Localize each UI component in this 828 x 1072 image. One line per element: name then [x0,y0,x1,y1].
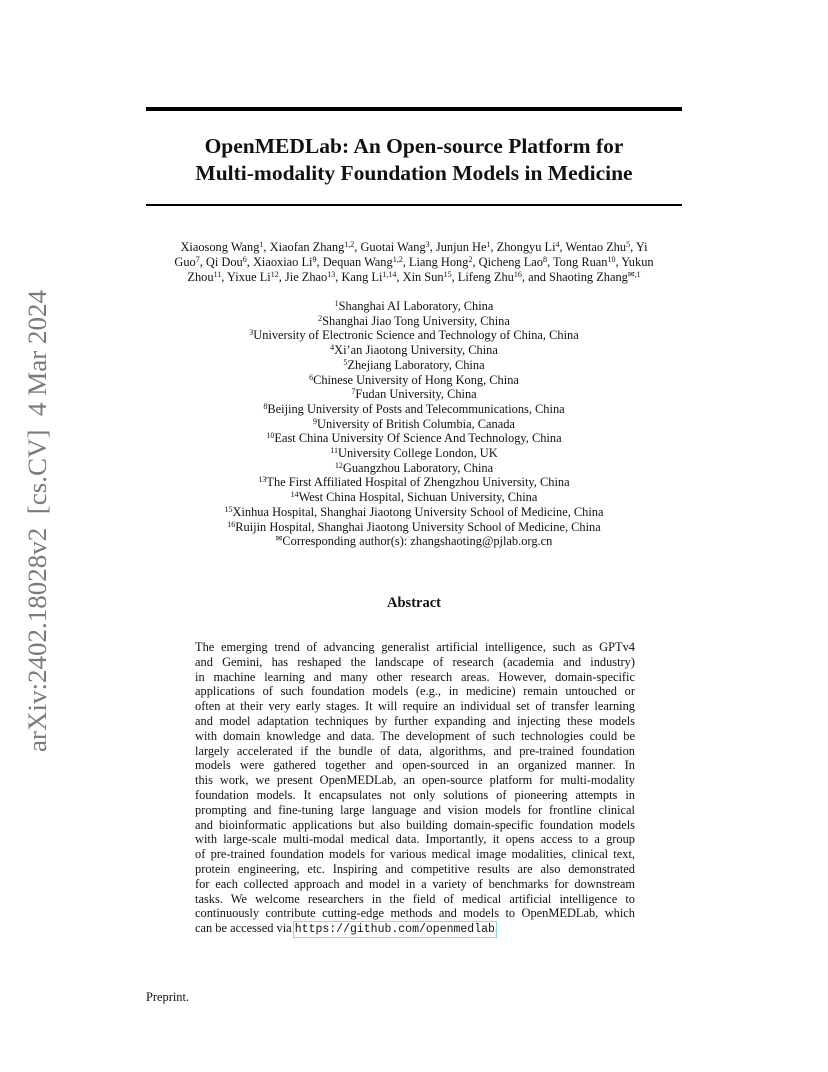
abstract-line: of pre-trained foundation models for various medical image modalities, clinical text, [195,847,635,862]
author-name: Zhou [187,270,214,284]
affiliation-text: University College London, UK [338,446,498,461]
author-name: , Xin Sun [396,270,444,284]
abstract-line: this work, we present OpenMEDLab, an open-source platform for multi-modality [195,773,635,788]
author-line [146,240,682,255]
abstract-line: and bioinformatic applications but also building domain-specific foundation models [195,817,635,832]
title-line-1: OpenMEDLab: An Open-source Platform for [204,134,624,158]
affiliation-marker: 12 [334,460,343,470]
affiliation-item [146,490,682,505]
affiliation-marker: 13 [258,475,267,485]
abstract-line: with domain knowledge and data. The development of such technologies could be [195,728,635,743]
author-affiliation-marker: 13 [327,270,336,279]
affiliation-marker: 7 [351,387,356,397]
affiliation-item [146,299,682,314]
abstract-last-line [195,921,635,938]
author-name: , Lifeng Zhu [451,270,514,284]
abstract-body [195,640,635,938]
author-name: , Yixue Li [221,270,271,284]
affiliation-marker: 2 [318,313,323,323]
affiliation-item [146,343,682,358]
affiliation-marker: 1 [334,299,339,308]
abstract-line: prompting and fine-tuning large language and vision models for frontline clinical [195,802,635,817]
affiliation-marker: 8 [263,401,268,411]
author-affiliation-marker: 2 [468,255,473,264]
affiliation-item [146,505,682,520]
affiliation-text: Chinese University of Hong Kong, China [313,372,519,387]
abstract-line: for each collected approach and model in a variety of benchmarks for downstream [195,876,635,891]
affiliation-item [146,358,682,373]
author-line [146,255,682,270]
author-name: , and Shaoting Zhang [521,270,628,284]
author-affiliation-marker: 5 [626,240,631,249]
affiliation-text: West China Hospital, Sichuan University, China [298,490,538,505]
affiliation-text: Shanghai AI Laboratory, China [338,299,494,313]
affiliation-text: Xi’an Jiaotong University, China [334,343,498,358]
title-line-2: Multi-modality Foundation Models in Medicine [195,161,633,185]
author-affiliation-marker: 7 [195,255,200,264]
affiliation-text: Guangzhou Laboratory, China [342,460,494,475]
author-affiliation-marker: 1 [259,240,264,249]
affiliation-item [146,387,682,402]
author-affiliation-marker: 10 [607,255,616,264]
paper-title [146,133,682,187]
abstract-line: continuously contribute cutting-edge methods and models to OpenMEDLab, which [195,906,635,921]
author-affiliation-marker: 11 [213,270,222,279]
author-line [146,270,682,285]
affiliation-list [146,299,682,549]
affiliation-item [146,534,682,549]
affiliation-text: Ruijin Hospital, Shanghai Jiaotong University School of Medicine, China [235,519,601,534]
author-name: , Yukun [615,255,654,269]
affiliation-item [146,417,682,432]
affiliation-marker: 16 [227,519,236,529]
affiliation-marker: ✉ [275,534,283,544]
author-affiliation-marker: 8 [542,255,547,264]
author-name: , Wentao Zhu [559,240,627,254]
author-affiliation-marker: 12 [270,270,279,279]
abstract-line: with large-scale multi-modal medical data. Importantly, it opens access to a group [195,832,635,847]
abstract-line: and model adaptation techniques by further expanding and injecting these models [195,713,635,728]
title-top-rule [146,107,682,111]
affiliation-item [146,373,682,388]
author-affiliation-marker: 1,14 [382,270,397,279]
author-name: , Xiaofan Zhang [263,240,345,254]
author-name: , Xiaoxiao Li [246,255,313,269]
abstract-line: tasks. We welcome researchers in the field of medical artificial intelligence to [195,891,635,906]
affiliation-text: University of Electronic Science and Technology of China, China [253,328,579,343]
affiliation-item [146,446,682,461]
affiliation-marker: 4 [330,343,335,353]
author-list [146,240,682,285]
author-name: , Kang Li [335,270,383,284]
abstract-line: protein engineering, etc. Inspiring and competitive results are also demonstrated [195,861,635,876]
author-name: , Zhongyu Li [490,240,556,254]
affiliation-item [146,461,682,476]
affiliation-item [146,475,682,490]
author-affiliation-marker: 3 [425,240,430,249]
github-link[interactable]: https://github.com/openmedlab [294,923,495,937]
affiliation-marker: 10 [266,431,275,441]
affiliation-item [146,520,682,535]
affiliation-marker: 14 [290,490,299,500]
affiliation-text: Beijing University of Posts and Telecommunications, China [267,401,565,416]
author-affiliation-marker: ✉,1 [627,270,641,279]
title-bottom-rule [146,204,682,206]
abstract-last-prefix: can be accessed via [195,921,295,936]
affiliation-text: Xinhua Hospital, Shanghai Jiaotong University School of Medicine, China [232,504,604,519]
abstract-line: foundation models. It encapsulates not only solutions of pioneering attempts in [195,787,635,802]
author-name: , Junjun He [429,240,487,254]
affiliation-text: Shanghai Jiao Tong University, China [322,313,510,328]
affiliation-text: University of British Columbia, Canada [317,416,515,431]
author-name: , Yi [630,240,648,254]
abstract-line: often at their very early stages. It will require an individual set of transfer learning [195,699,635,714]
arxiv-identifier-text: arXiv:2402.18028v2 [cs.CV] 4 Mar 2024 [23,307,52,752]
affiliation-item [146,314,682,329]
affiliation-text: Corresponding author(s): zhangshaoting@pjlab.org.cn [282,534,553,549]
abstract-line: models were gathered together and open-sourced in an organized manner. In [195,758,635,773]
affiliation-marker: 15 [224,504,233,514]
affiliation-marker: 5 [343,357,348,367]
affiliation-text: East China University Of Science And Technology, China [274,431,562,446]
author-name: Xiaosong Wang [180,240,260,254]
affiliation-item [146,431,682,446]
abstract-line: in machine learning and many other research areas. However, domain-specific [195,669,635,684]
abstract-line: and Gemini, has reshaped the landscape of research (academia and industry) [195,654,635,669]
abstract-last-suffix: . [494,921,499,936]
author-affiliation-marker: 4 [555,240,560,249]
author-name: , Qicheng Lao [472,255,543,269]
author-affiliation-marker: 1 [486,240,491,249]
abstract-heading: Abstract [387,595,441,611]
author-affiliation-marker: 6 [242,255,247,264]
footer-preprint: Preprint. [146,990,190,1004]
abstract-line: largely accelerated if the bundle of data, algorithms, and pre-trained foundation [195,743,635,758]
author-name: , Qi Dou [199,255,243,269]
author-affiliation-marker: 15 [443,270,452,279]
affiliation-item [146,402,682,417]
affiliation-marker: 9 [313,416,318,426]
author-name: Guo [174,255,196,269]
arxiv-identifier-stamp [22,290,52,752]
affiliation-text: Zhejiang Laboratory, China [347,357,485,372]
author-name: , Jie Zhao [278,270,328,284]
author-name: , Liang Hong [402,255,469,269]
author-affiliation-marker: 1,2 [344,240,355,249]
affiliation-marker: 11 [330,446,338,456]
affiliation-item [146,328,682,343]
author-name: , Tong Ruan [546,255,608,269]
affiliation-marker: 6 [309,372,314,382]
author-affiliation-marker: 16 [513,270,522,279]
author-name: , Dequan Wang [316,255,393,269]
affiliation-marker: 3 [249,328,254,338]
affiliation-text: Fudan University, China [355,387,477,402]
author-affiliation-marker: 1,2 [392,255,403,264]
abstract-line: The emerging trend of advancing generalist artificial intelligence, such as GPTv4 [195,640,635,654]
author-name: , Guotai Wang [354,240,426,254]
affiliation-text: The First Affiliated Hospital of Zhengzhou University, China [266,475,570,490]
abstract-line: applications of such foundation models (e.g., in medicine) remain untouched or [195,684,635,699]
author-affiliation-marker: 9 [312,255,317,264]
